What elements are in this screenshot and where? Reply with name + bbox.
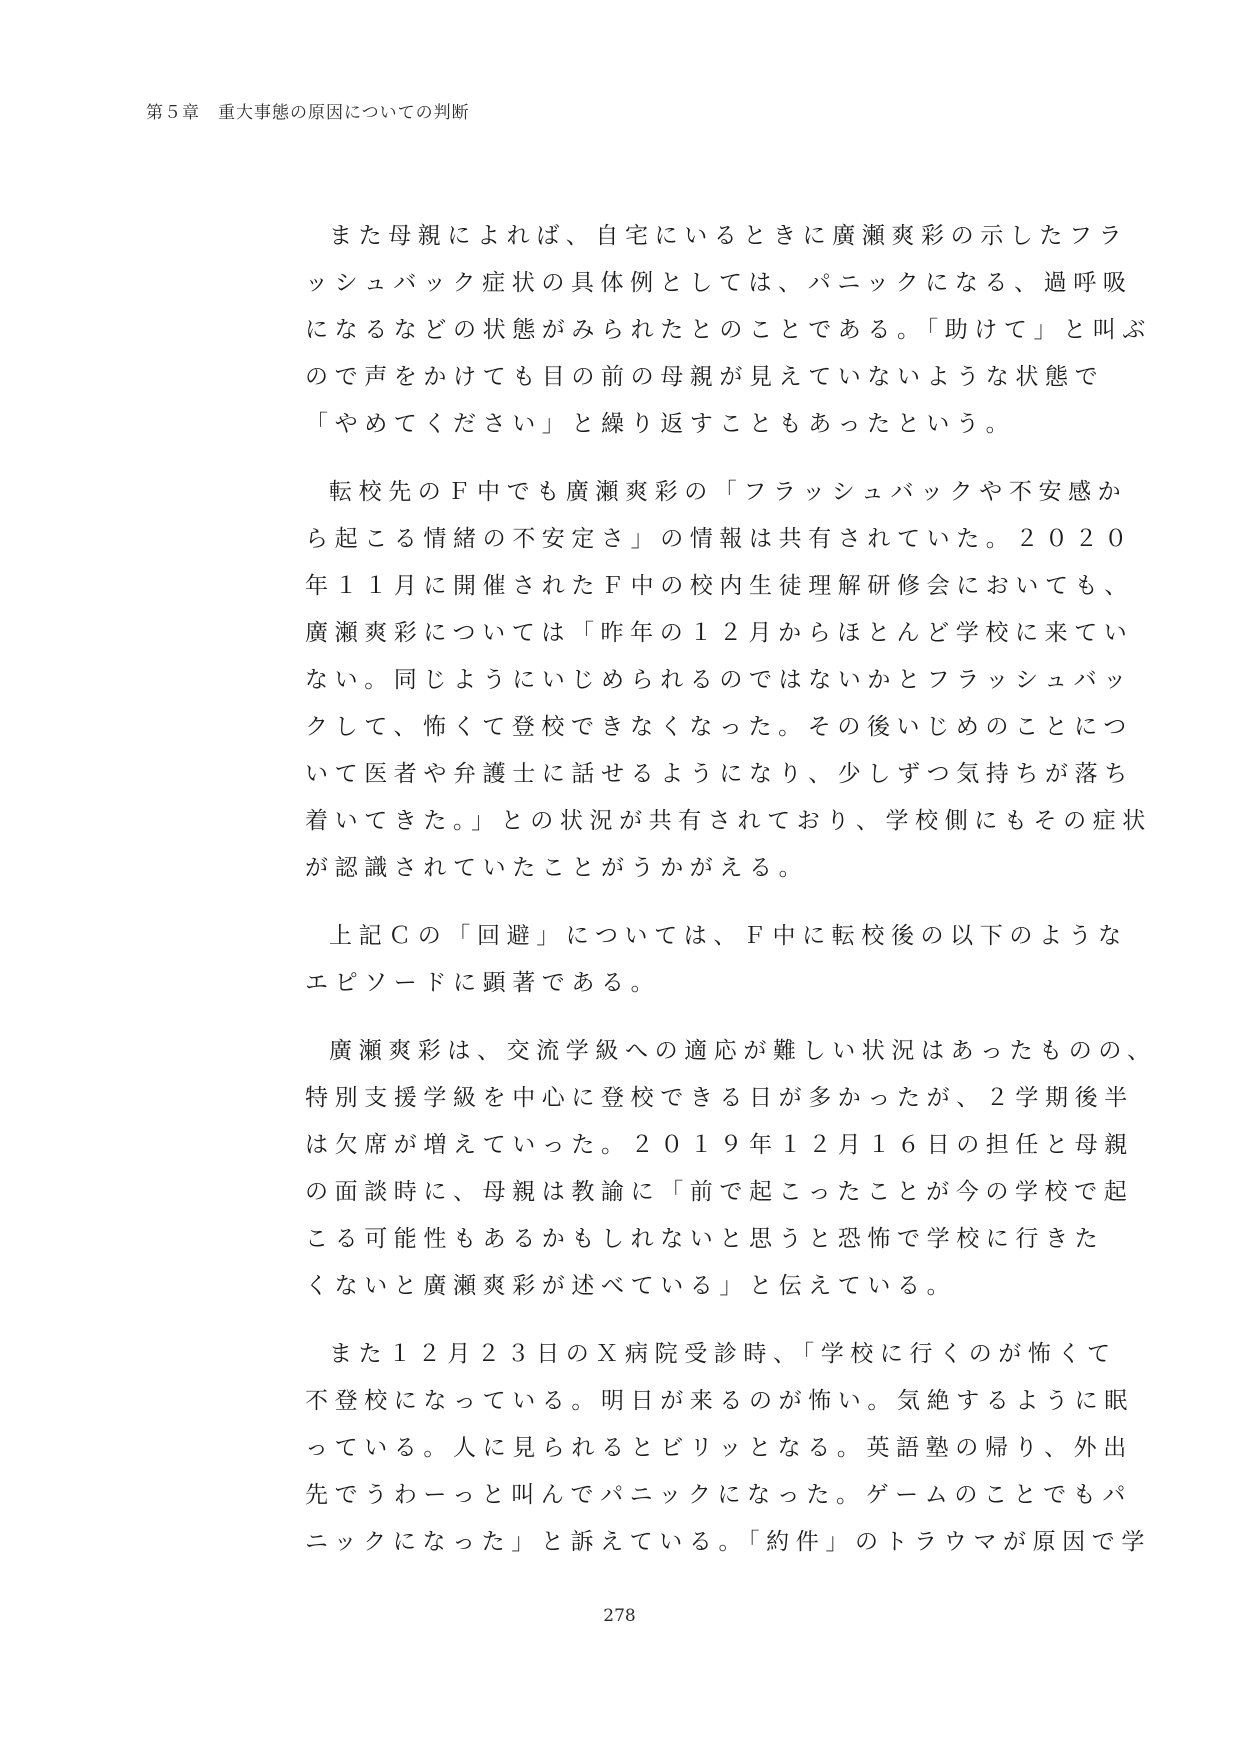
text-line: 着いてきた。」との状況が共有されており、学校側にもその症状: [305, 808, 1152, 834]
text-line: クして、怖くて登校できなくなった。その後いじめのことにつ: [305, 714, 1133, 740]
paragraph-1: [305, 213, 1152, 448]
paragraph-5: [305, 1331, 1151, 1566]
text-line: くないと廣瀬爽彩が述べている」と伝えている。: [305, 1273, 957, 1299]
text-line: また１２月２３日のＸ病院受診時、「学校に行くのが怖くて: [329, 1341, 1117, 1367]
text-line: 廣瀬爽彩については「昨年の１２月からほとんど学校に来てい: [305, 620, 1134, 646]
text-line: 「やめてください」と繰り返すこともあったという。: [305, 411, 1016, 437]
text-line: 廣瀬爽彩は、交流学級への適応が難しい状況はあったものの、: [329, 1038, 1157, 1064]
text-line: こる可能性もあるかもしれないと思うと恐怖で学校に行きた: [305, 1226, 1105, 1252]
body-text: [305, 213, 1157, 1587]
paragraph-4: [305, 1028, 1157, 1310]
text-line: ニックになった」と訴えている。「約件」のトラウマが原因で学: [305, 1529, 1151, 1555]
page-number: 278: [603, 1606, 636, 1626]
paragraph-3: [305, 913, 1128, 1007]
text-line: また母親によれば、自宅にいるときに廣瀬爽彩の示したフラ: [329, 223, 1129, 249]
text-line: になるなどの状態がみられたとのことである。「助けて」と叫ぶ: [305, 317, 1152, 343]
text-line: は欠席が増えていった。２０１９年１２月１６日の担任と母親: [305, 1132, 1134, 1158]
chapter-header: 第５章 重大事態の原因についての判断: [146, 103, 470, 123]
text-line: いて医者や弁護士に話せるようになり、少しずつ気持ちが落ち: [305, 761, 1134, 787]
text-line: エピソードに顕著である。: [305, 970, 661, 996]
text-line: 不登校になっている。明日が来るのが怖い。気絶するように眠: [305, 1388, 1134, 1414]
text-line: 特別支援学級を中心に登校できる日が多かったが、２学期後半: [305, 1085, 1134, 1111]
text-line: っている。人に見られるとビリッとなる。英語塾の帰り、外出: [305, 1435, 1133, 1461]
text-line: 転校先のＦ中でも廣瀬爽彩の「フラッシュバックや不安感か: [329, 479, 1128, 505]
text-line: の面談時に、母親は教諭に「前で起こったことが今の学校で起: [305, 1179, 1134, 1205]
text-line: 上記Ｃの「回避」については、Ｆ中に転校後の以下のような: [329, 923, 1128, 949]
text-line: 先でうわーっと叫んでパニックになった。ゲームのことでもパ: [305, 1482, 1132, 1508]
text-line: ので声をかけても目の前の母親が見えていないような状態で: [305, 364, 1105, 390]
text-line: が認識されていたことがうかがえる。: [305, 855, 809, 881]
text-line: 年１１月に開催されたＦ中の校内生徒理解研修会においても、: [305, 573, 1134, 599]
text-line: ッシュバック症状の具体例としては、パニックになる、過呼吸: [305, 270, 1133, 296]
text-line: ら起こる情緒の不安定さ」の情報は共有されていた。２０２０: [305, 526, 1134, 552]
paragraph-2: [305, 469, 1152, 892]
text-line: ない。同じようにいじめられるのではないかとフラッシュバッ: [305, 667, 1133, 693]
